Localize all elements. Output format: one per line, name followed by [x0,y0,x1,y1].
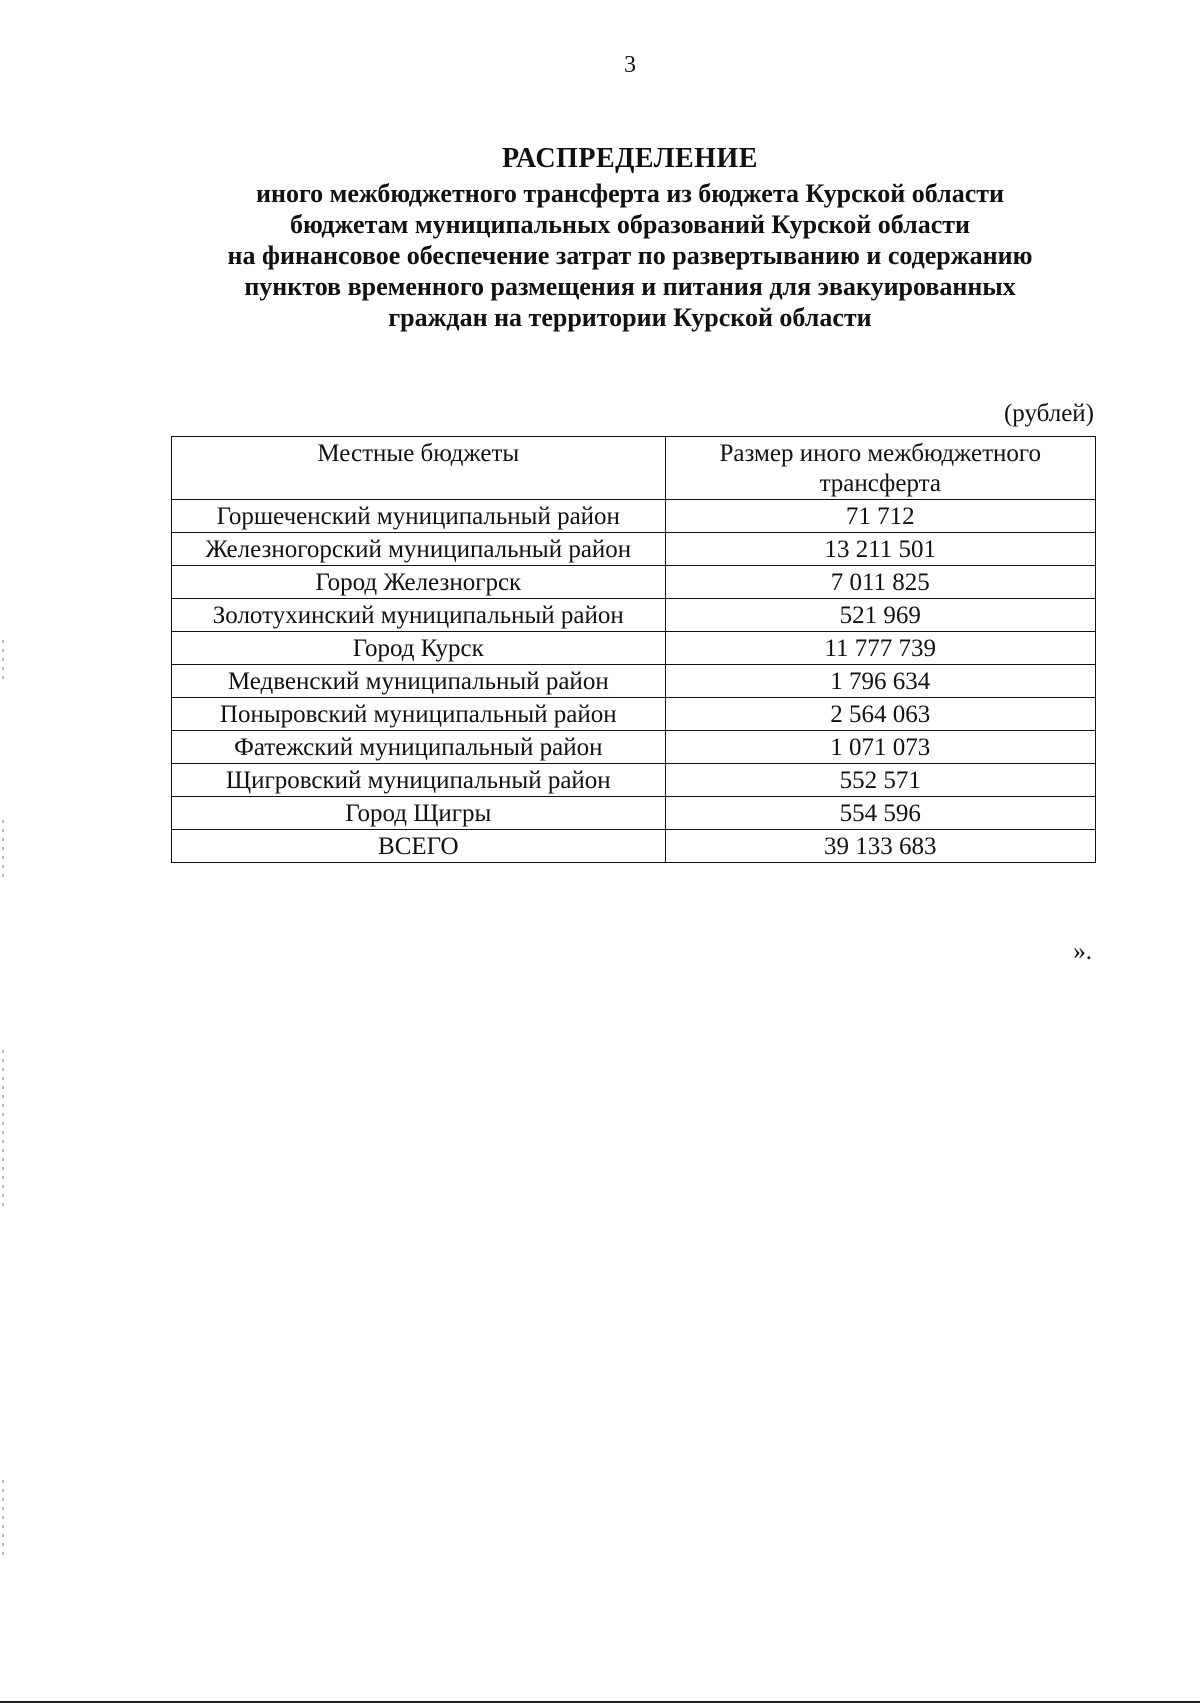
row-name: Город Курск [172,632,666,665]
table-row [172,698,1096,731]
table-row [172,731,1096,764]
table-row [172,764,1096,797]
closing-quote-mark: ». [1073,938,1092,965]
table-row [172,599,1096,632]
scan-edge-mark [2,820,4,880]
scan-edge-mark [2,1050,4,1210]
row-amount: 2 564 063 [665,698,1095,731]
total-label: ВСЕГО [172,830,666,863]
scan-edge-mark [2,640,4,680]
row-name: Медвенский муниципальный район [172,665,666,698]
total-amount: 39 133 683 [665,830,1095,863]
table-row [172,500,1096,533]
row-name: Горшеченский муниципальный район [172,500,666,533]
subtitle-line: на финансовое обеспечение затрат по развертыванию и содержанию [227,241,1033,270]
unit-label: (рублей) [1003,400,1094,427]
row-name: Золотухинский муниципальный район [172,599,666,632]
row-name: Город Железногрск [172,566,666,599]
row-amount: 552 571 [665,764,1095,797]
row-amount: 7 011 825 [665,566,1095,599]
row-amount: 11 777 739 [665,632,1095,665]
row-amount: 554 596 [665,797,1095,830]
table-row-total [172,830,1096,863]
row-amount: 521 969 [665,599,1095,632]
subtitle-line: бюджетам муниципальных образований Курской области [290,210,970,239]
subtitle-line: граждан на территории Курской области [388,303,872,332]
table-header-row [172,437,1096,500]
row-amount: 1 796 634 [665,665,1095,698]
row-amount: 13 211 501 [665,533,1095,566]
row-name: Город Щигры [172,797,666,830]
document-title: РАСПРЕДЕЛЕНИЕ [502,143,758,174]
subtitle-line: иного межбюджетного трансферта из бюджета Курской области [256,179,1004,208]
table-row [172,533,1096,566]
row-name: Железногорский муниципальный район [172,533,666,566]
subtitle-line: пунктов временного размещения и питания для эвакуированных [244,272,1016,301]
header-local-budgets: Местные бюджеты [172,437,666,500]
title-block [150,140,1110,333]
row-amount: 71 712 [665,500,1095,533]
row-amount: 1 071 073 [665,731,1095,764]
table-row [172,566,1096,599]
table-row [172,632,1096,665]
page-number: 3 [624,52,636,78]
table-row [172,797,1096,830]
budget-distribution-table [171,436,1096,863]
scan-edge-mark [2,1480,4,1560]
table-row [172,665,1096,698]
row-name: Щигровский муниципальный район [172,764,666,797]
row-name: Фатежский муниципальный район [172,731,666,764]
row-name: Поныровский муниципальный район [172,698,666,731]
header-transfer-amount: Размер иного межбюджетного трансферта [665,437,1095,500]
